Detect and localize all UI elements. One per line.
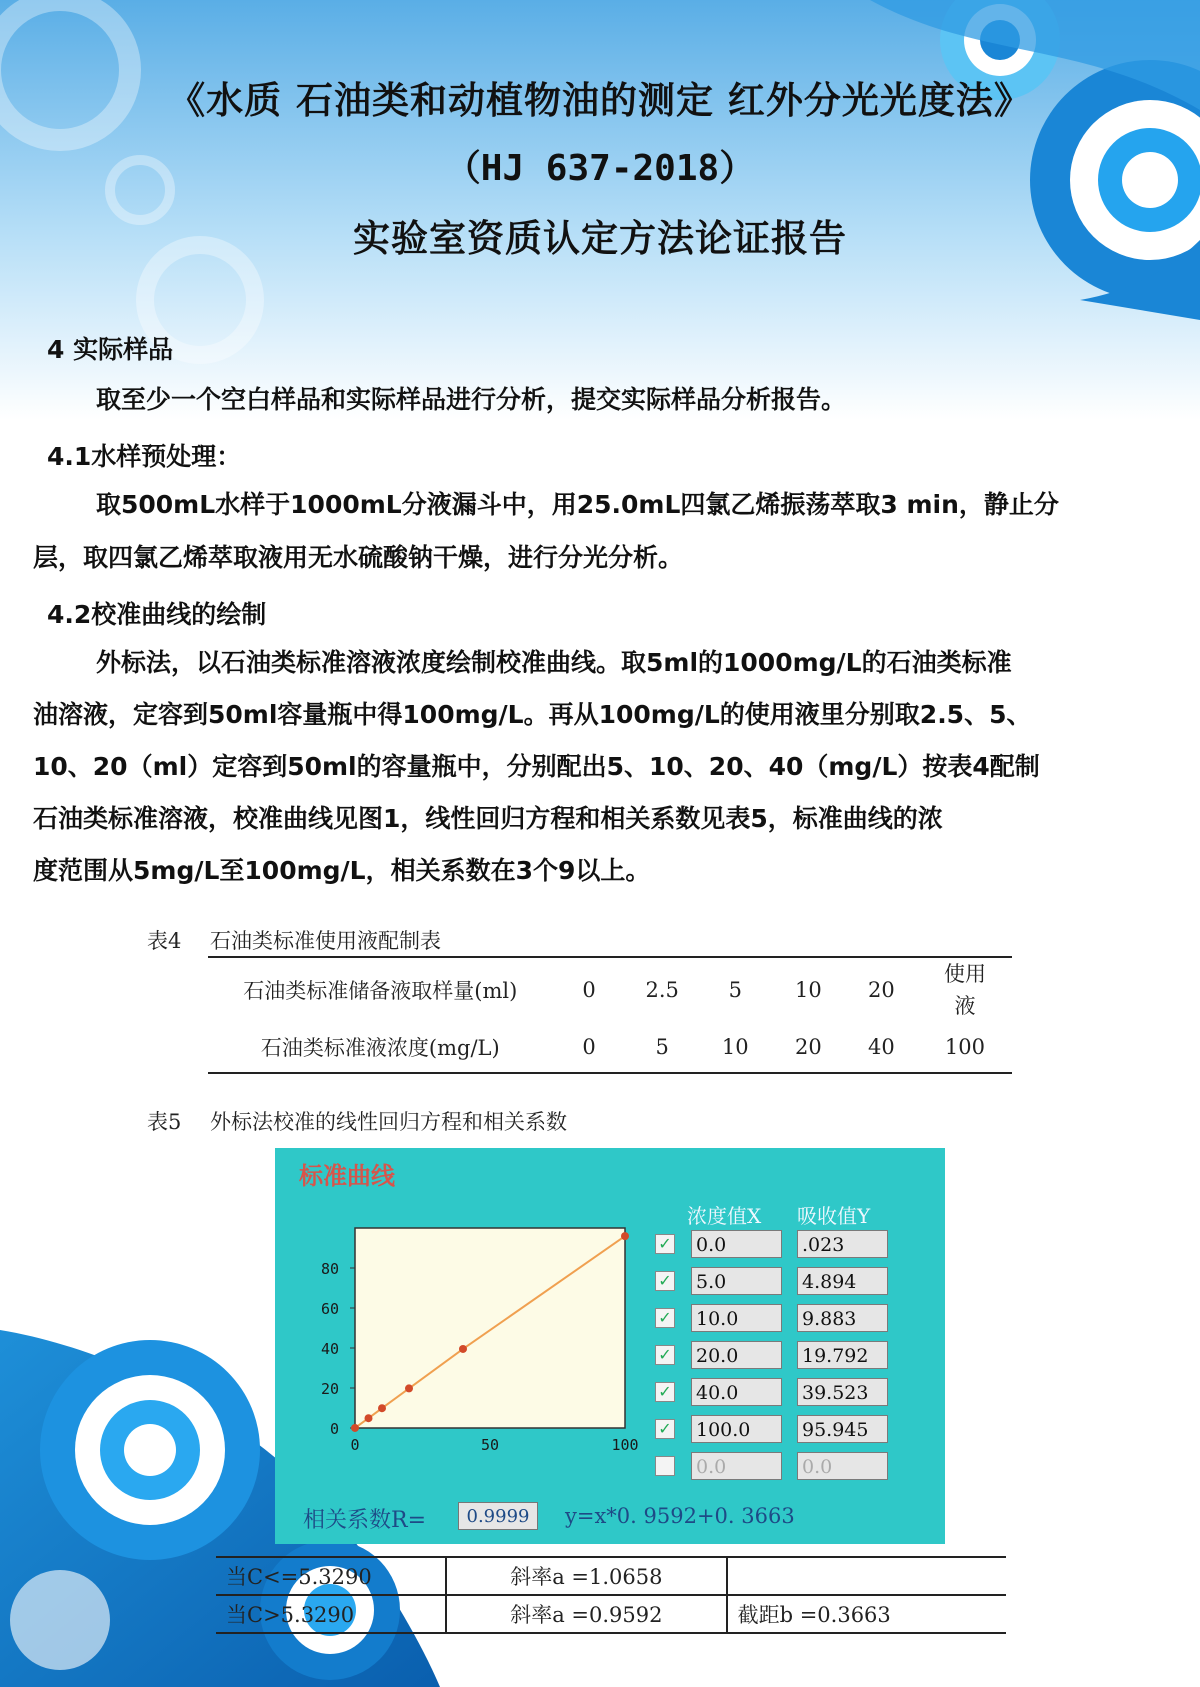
section-4-2-line-5: 度范围从5mg/L至100mg/L，相关系数在3个9以上。 — [33, 856, 651, 885]
data-point — [351, 1424, 359, 1432]
table-cell — [727, 1557, 1006, 1595]
table-cell: 0 — [582, 1035, 596, 1059]
table-cell: 5 — [728, 978, 742, 1002]
table-row — [216, 1557, 1006, 1595]
table-cell: 100 — [944, 1035, 986, 1059]
doc-subtitle: 实验室资质认定方法论证报告 — [353, 217, 847, 260]
table-cell: 10 — [794, 978, 822, 1002]
concentration-input[interactable]: 20.0 — [691, 1341, 782, 1369]
concentration-input[interactable]: 0.0 — [691, 1452, 782, 1480]
table-row — [216, 1595, 1006, 1633]
section-4-heading: 4 实际样品 — [47, 335, 174, 364]
table-cell: 当C<=5.3290 — [216, 1557, 446, 1595]
concentration-input[interactable]: 100.0 — [691, 1415, 782, 1443]
table-cell: 截距b =0.3663 — [727, 1595, 1006, 1633]
y-tick-label: 40 — [320, 1340, 339, 1358]
table-cell: 2.5 — [645, 978, 679, 1002]
table-cell: 5 — [655, 1035, 669, 1059]
table-row — [208, 957, 1012, 1022]
column-header-y: 吸收值Y — [797, 1204, 871, 1228]
absorbance-input[interactable]: 95.945 — [797, 1415, 888, 1443]
column-header-x: 浓度值X — [687, 1204, 762, 1228]
calibration-chart — [275, 1218, 639, 1468]
row-checkbox[interactable]: ✓ — [655, 1271, 675, 1291]
table-4 — [208, 956, 1012, 1074]
section-4-2-line-1: 外标法，以石油类标准溶液浓度绘制校准曲线。取5ml的1000mg/L的石油类标准 — [96, 648, 1012, 677]
section-4-2-line-4: 石油类标准溶液，校准曲线见图1，线性回归方程和相关系数见表5，标准曲线的浓 — [33, 804, 943, 833]
y-tick-label: 0 — [329, 1420, 339, 1438]
table-cell: 石油类标准储备液取样量(ml) — [243, 979, 518, 1003]
section-4-text: 取至少一个空白样品和实际样品进行分析，提交实际样品分析报告。 — [96, 385, 847, 414]
y-tick-label: 80 — [320, 1260, 339, 1278]
table-cell: 0 — [582, 978, 596, 1002]
x-tick-label: 50 — [480, 1436, 500, 1454]
concentration-input[interactable]: 40.0 — [691, 1378, 782, 1406]
table-5 — [216, 1556, 1006, 1634]
regression-equation: y=x*0. 9592+0. 3663 — [565, 1504, 795, 1528]
table-cell: 当C>5.3290 — [216, 1595, 446, 1633]
data-point — [365, 1414, 373, 1422]
row-checkbox[interactable]: ✓ — [655, 1308, 675, 1328]
row-checkbox[interactable]: ✓ — [655, 1345, 675, 1365]
table-4-caption: 石油类标准使用液配制表 — [210, 929, 441, 953]
r-value-field[interactable]: 0.9999 — [458, 1502, 538, 1530]
absorbance-input[interactable]: 19.792 — [797, 1341, 888, 1369]
calibration-panel — [275, 1148, 945, 1544]
data-point — [405, 1384, 413, 1392]
table-cell — [918, 957, 1012, 1022]
absorbance-input[interactable]: 9.883 — [797, 1304, 888, 1332]
y-tick-label: 60 — [320, 1300, 339, 1318]
concentration-input[interactable]: 5.0 — [691, 1267, 782, 1295]
data-point — [378, 1404, 386, 1412]
absorbance-input[interactable]: 0.0 — [797, 1452, 888, 1480]
concentration-input[interactable]: 0.0 — [691, 1230, 782, 1258]
section-4-2-line-2: 油溶液，定容到50ml容量瓶中得100mg/L。再从100mg/L的使用液里分别取2.5、5、 — [33, 700, 1032, 729]
table-5-caption: 外标法校准的线性回归方程和相关系数 — [210, 1110, 567, 1134]
doc-title: 《水质 石油类和动植物油的测定 红外分光光度法》 — [168, 79, 1032, 122]
section-4-2-line-3: 10、20（ml）定容到50ml的容量瓶中，分别配出5、10、20、40（mg/L）按表4配制 — [33, 752, 1040, 781]
table-cell: 斜率a =1.0658 — [446, 1557, 726, 1595]
data-point — [459, 1345, 467, 1353]
row-checkbox[interactable] — [655, 1456, 675, 1476]
table-row — [208, 1022, 1012, 1073]
table-cell-line: 使用 — [943, 962, 986, 986]
x-tick-label: 100 — [611, 1436, 639, 1454]
concentration-input[interactable]: 10.0 — [691, 1304, 782, 1332]
doc-standard-code: （HJ 637-2018） — [444, 148, 756, 189]
table-4-number: 表4 — [147, 929, 182, 953]
table-cell-line: 液 — [954, 994, 976, 1018]
section-4-2-heading: 4.2校准曲线的绘制 — [47, 600, 267, 629]
table-cell: 斜率a =0.9592 — [446, 1595, 726, 1633]
section-4-1-heading: 4.1水样预处理： — [47, 442, 242, 471]
x-tick-label: 0 — [350, 1436, 360, 1454]
table-5-number: 表5 — [147, 1110, 182, 1134]
absorbance-input[interactable]: .023 — [797, 1230, 888, 1258]
table-cell: 石油类标准液浓度(mg/L) — [260, 1036, 500, 1060]
table-cell: 20 — [868, 978, 895, 1002]
absorbance-input[interactable]: 4.894 — [797, 1267, 888, 1295]
section-4-1-line-1: 取500mL水样于1000mL分液漏斗中，用25.0mL四氯乙烯振荡萃取3 min，静止分 — [96, 490, 1059, 519]
row-checkbox[interactable]: ✓ — [655, 1234, 675, 1254]
r-label: 相关系数R= — [303, 1508, 426, 1533]
data-point — [621, 1232, 629, 1240]
row-checkbox[interactable]: ✓ — [655, 1419, 675, 1439]
table-cell: 20 — [794, 1035, 822, 1059]
table-cell: 40 — [868, 1035, 895, 1059]
absorbance-input[interactable]: 39.523 — [797, 1378, 888, 1406]
panel-title: 标准曲线 — [299, 1161, 395, 1190]
table-cell: 10 — [721, 1035, 749, 1059]
y-tick-label: 20 — [320, 1380, 339, 1398]
row-checkbox[interactable]: ✓ — [655, 1382, 675, 1402]
section-4-1-line-2: 层，取四氯乙烯萃取液用无水硫酸钠干燥，进行分光分析。 — [33, 543, 684, 572]
